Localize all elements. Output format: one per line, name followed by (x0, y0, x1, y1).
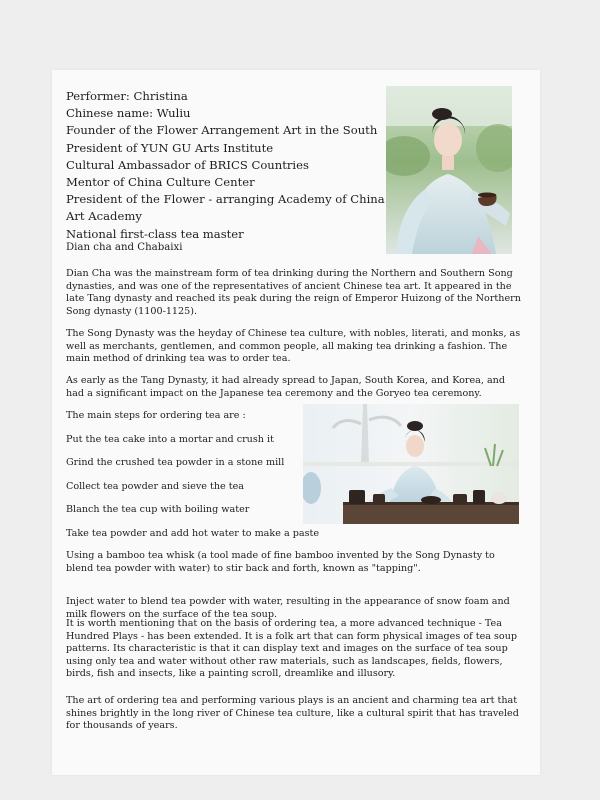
step-item: Grind the crushed tea powder in a stone mill (66, 457, 285, 468)
steps-heading: The main steps for ordering tea are : (66, 410, 246, 421)
step-item: Take tea powder and add hot water to make a paste (66, 528, 320, 539)
performer-portrait-photo (386, 86, 512, 254)
bio-line: Mentor of China Culture Center (66, 175, 255, 190)
bio-line: National first-class tea master (66, 226, 244, 241)
paragraph-spread-abroad: As early as the Tang Dynasty, it had already spread to Japan, South Korea, and Korea, and had a significant impact on the Japanese tea ceremony and the Goryeo tea ceremony. (66, 375, 505, 399)
paragraph-closing: The art of ordering tea and performing various plays is an ancient and charming tea art that shines brightly in the long river of Chinese tea culture, like a cultural spirit that has traveled for thousands of years. (66, 695, 519, 732)
paragraph-tea-whisk: Using a bamboo tea whisk (a tool made of fine bamboo invented by the Song Dynasty to blend tea powder with water) to stir back and forth, known as "tapping". (66, 550, 495, 574)
step-item: Put the tea cake into a mortar and crush it (66, 434, 274, 445)
performer-bio (66, 88, 385, 243)
bio-line: President of YUN GU Arts Institute (66, 140, 274, 155)
tea-ceremony-photo (303, 404, 519, 524)
paragraph-tea-hundred-plays: It is worth mentioning that on the basis of ordering tea, a more advanced technique - Tea Hundred Plays - has been extended. It is a folk art that can form physical images of tea soup patterns. Its characteristic is that it can display text and images on the surface of tea soup using only tea and water without other raw materials, such as landscapes, fields, flowers, birds, fish and insects, like a painting scroll, dreamlike and illusory. (66, 618, 518, 680)
bio-line: Cultural Ambassador of BRICS Countries (66, 157, 309, 172)
step-item: Collect tea powder and sieve the tea (66, 481, 245, 492)
bio-line: President of the Flower - arranging Academy of China (66, 192, 385, 207)
bio-line: Chinese name: Wuliu (66, 106, 191, 121)
bio-line: Performer: Christina (66, 89, 188, 103)
bio-line: Art Academy (66, 209, 142, 224)
step-item: Blanch the tea cup with boiling water (66, 504, 250, 515)
bio-line: Founder of the Flower Arrangement Art in the South (66, 123, 378, 138)
paragraph-snow-foam: Inject water to blend tea powder with water, resulting in the appearance of snow foam and milk flowers on the surface of the tea soup. (66, 596, 510, 620)
paragraph-song-dynasty: The Song Dynasty was the heyday of Chinese tea culture, with nobles, literati, and monks, as well as merchants, gentlemen, and common people, all making tea drinking a fashion. The main method of drinking tea was to order tea. (66, 328, 521, 365)
paragraph-dian-cha-history: Dian Cha was the mainstream form of tea drinking during the Northern and Southern Song dynasties, and was one of the representatives of ancient Chinese tea art. It appeared in the late Tang dynasty and reached its peak during the reign of Emperor Huizong of the Northern Song dynasty (1100-1125). (66, 268, 521, 317)
section-title: Dian cha and Chabaixi (66, 242, 183, 253)
